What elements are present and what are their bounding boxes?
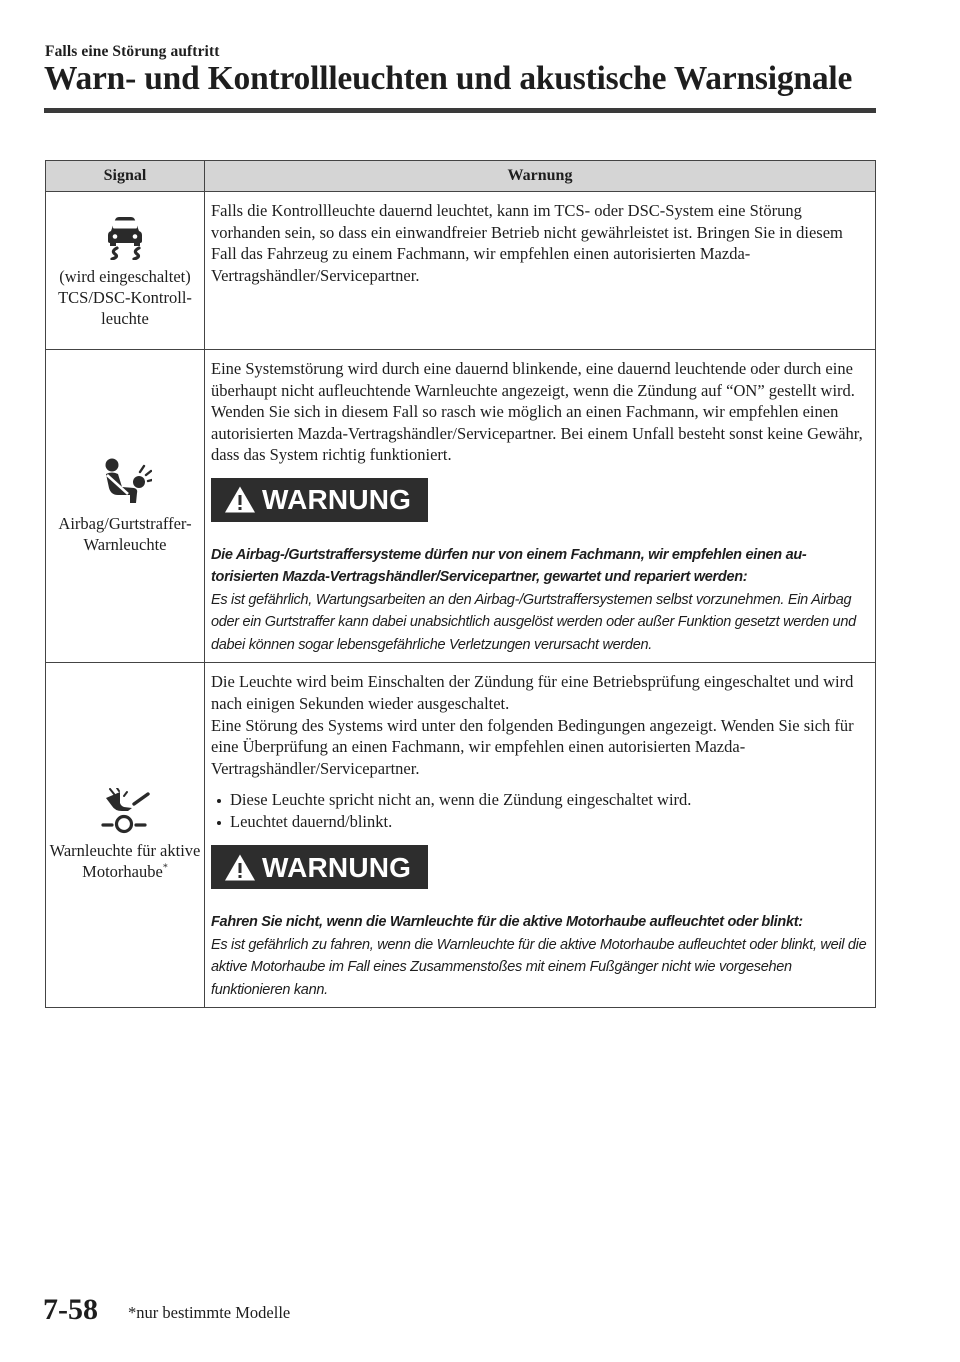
footnote-marker: * xyxy=(162,862,168,874)
warning-cell xyxy=(205,192,876,350)
warning-heading: Fahren Sie nicht, wenn die Warnleuchte für die aktive Motorhaube aufleuchtet oder blinkt: xyxy=(211,914,803,931)
footnote: *nur bestimmte Modelle xyxy=(128,1303,291,1322)
list-item: Diese Leuchte spricht nicht an, wenn die Zündung eingeschaltet wird. xyxy=(211,789,869,811)
signal-label: Warnleuchte für aktive Motorhaube* xyxy=(49,841,201,882)
warning-triangle-icon xyxy=(224,853,256,882)
warning-lights-table xyxy=(45,160,876,1008)
warning-body: Es ist gefährlich zu fahren, wenn die Warnleuchte für die aktive Motorhaube aufleuchtet oder blinkt, weil die aktive Motorhaube im Fall eines Zusammenstoßes mit einem Fußgänger nicht wie vorgesehen funktionieren kann. xyxy=(211,936,867,998)
warning-banner xyxy=(211,478,428,522)
table-header-row xyxy=(46,161,876,192)
list-item: Leuchtet dauernd/blinkt. xyxy=(211,811,869,833)
signal-cell xyxy=(46,192,205,350)
table-row xyxy=(46,350,876,663)
column-header-warning: Warnung xyxy=(205,161,876,192)
warning-banner-label: WARNUNG xyxy=(262,484,412,516)
warning-paragraph: Falls die Kontrollleuchte dauernd leuchtet, kann im TCS- oder DSC-System eine Störung vorhanden sein, so dass ein einwandfreier Betrieb nicht gewährleistet ist. Bringen Sie in diesem Fall das Fahrzeug zu einem Fachmann, wir empfehlen einen autorisierten Mazda-Vertragshändler/Servicepartner. xyxy=(211,201,843,285)
warning-heading: Die Airbag-/Gurtstraffersysteme dürfen nur von einem Fachmann, wir empfehlen einen autorisierten Mazda-Vertragshändler/Servicepartner, gewartet und repariert werden: xyxy=(211,546,807,586)
warning-body: Es ist gefährlich, Wartungsarbeiten an den Airbag-/Gurtstraffersystemen selbst vorzunehmen. Ein Airbag oder ein Gurtstraffer kann dabei unabsichtlich ausgelöst werden oder außer Funktion gesetzt werden und dabei können sogar lebensgefährliche Verletzungen verursacht werden. xyxy=(211,591,856,653)
table-row xyxy=(46,192,876,350)
page-title: Warn- und Kontrollleuchten und akustische Warnsignale xyxy=(44,60,853,97)
condition-list xyxy=(211,789,869,833)
signal-cell xyxy=(46,663,205,1008)
signal-label: Airbag/Gurtstraffer-Warnleuchte xyxy=(58,514,192,555)
warning-paragraph: Eine Systemstörung wird durch eine dauernd blinkende, eine dauernd leuchtende oder durch eine überhaupt nicht aufleuchtende Warnleuchte angezeigt, wenn die Zündung auf “ON” gestellt wird. Wenden Sie sich in diesem Fall so rasch wie möglich an einen Fachmann, wir empfehlen einen autorisierten Mazda-Vertragshändler/Servicepartner. Bei einem Unfall besteht sonst keine Gewähr, dass das System richtig funktioniert. xyxy=(211,359,863,465)
warning-paragraph: Eine Störung des Systems wird unter den folgenden Bedingungen angezeigt. Wenden Sie sich für eine Überprüfung an einen Fachmann, wir empfehlen einen autorisierten Mazda-Vertragshändler/Servicepartner. xyxy=(211,715,854,778)
warning-banner-label: WARNUNG xyxy=(262,851,412,883)
warning-cell xyxy=(205,350,876,663)
table-row xyxy=(46,663,876,1008)
signal-cell xyxy=(46,350,205,663)
active-bonnet-icon xyxy=(100,788,150,834)
page-number: 7-58 xyxy=(43,1293,98,1326)
column-header-signal: Signal xyxy=(46,161,205,192)
warning-banner xyxy=(211,845,428,889)
signal-label: (wird eingeschaltet) TCS/DSC-Kontrollleuchte xyxy=(58,267,192,328)
warning-paragraph: Die Leuchte wird beim Einschalten der Zündung für eine Betriebsprüfung eingeschaltet und wird nach einigen Sekunden wieder ausgeschaltet. xyxy=(211,672,854,714)
title-divider xyxy=(44,108,876,113)
warning-cell xyxy=(205,663,876,1008)
tcs-dsc-skid-icon xyxy=(98,212,152,260)
section-label: Falls eine Störung auftritt xyxy=(45,43,220,60)
warning-triangle-icon xyxy=(224,485,256,514)
airbag-seatbelt-icon xyxy=(98,457,152,507)
